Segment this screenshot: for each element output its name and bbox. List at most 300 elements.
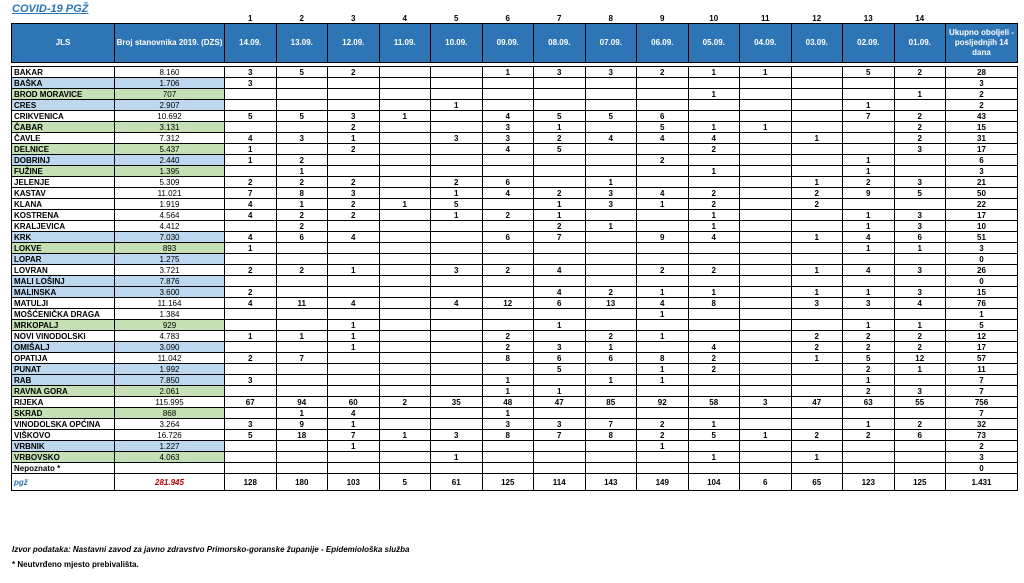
daily-case-count: 2 (637, 265, 689, 276)
daily-case-count (379, 177, 431, 188)
daily-case-count (637, 452, 689, 463)
daily-case-count (534, 155, 586, 166)
daily-case-count: 2 (482, 331, 534, 342)
table-row (12, 177, 1018, 188)
daily-case-count: 12 (482, 298, 534, 309)
daily-case-count: 47 (534, 397, 586, 408)
daily-case-count (431, 342, 483, 353)
row-total: 1 (946, 309, 1018, 320)
date-header: 06.09. (637, 24, 689, 63)
daily-case-count: 3 (225, 375, 277, 386)
daily-case-count (740, 155, 792, 166)
daily-case-count: 2 (894, 342, 946, 353)
day-total: 149 (637, 474, 689, 491)
daily-case-count: 2 (431, 177, 483, 188)
daily-case-count (740, 133, 792, 144)
daily-case-count (276, 463, 328, 474)
daily-case-count: 5 (534, 111, 586, 122)
daily-case-count (791, 254, 843, 265)
daily-case-count: 3 (585, 199, 637, 210)
daily-case-count: 1 (894, 243, 946, 254)
daily-case-count: 1 (482, 386, 534, 397)
row-total: 7 (946, 386, 1018, 397)
daily-case-count: 3 (482, 419, 534, 430)
daily-case-count: 1 (482, 67, 534, 78)
daily-case-count: 1 (843, 320, 895, 331)
daily-case-count (740, 298, 792, 309)
table-row (12, 309, 1018, 320)
daily-case-count (379, 375, 431, 386)
daily-case-count (740, 89, 792, 100)
day-total: 6 (740, 474, 792, 491)
daily-case-count (585, 78, 637, 89)
daily-case-count (791, 408, 843, 419)
population-value: 4.783 (115, 331, 225, 342)
daily-case-count: 1 (585, 177, 637, 188)
daily-case-count: 2 (688, 144, 740, 155)
row-total: 6 (946, 155, 1018, 166)
daily-case-count (637, 144, 689, 155)
daily-case-count (276, 276, 328, 287)
daily-case-count: 4 (328, 298, 380, 309)
daily-case-count (740, 210, 792, 221)
daily-case-count: 5 (276, 111, 328, 122)
daily-case-count (534, 463, 586, 474)
daily-case-count: 1 (637, 287, 689, 298)
daily-case-count (791, 122, 843, 133)
daily-case-count (740, 254, 792, 265)
daily-case-count: 3 (894, 386, 946, 397)
daily-case-count: 2 (791, 188, 843, 199)
day-number: 9 (660, 14, 665, 23)
daily-case-count (225, 166, 277, 177)
daily-case-count: 35 (431, 397, 483, 408)
daily-case-count: 1 (688, 221, 740, 232)
daily-case-count: 47 (791, 397, 843, 408)
daily-case-count: 55 (894, 397, 946, 408)
daily-case-count: 6 (637, 111, 689, 122)
daily-case-count: 1 (431, 452, 483, 463)
daily-case-count (225, 441, 277, 452)
day-total: 125 (894, 474, 946, 491)
daily-case-count: 9 (843, 188, 895, 199)
daily-case-count (843, 78, 895, 89)
municipality-name: LOKVE (12, 243, 115, 254)
daily-case-count (740, 408, 792, 419)
table-body (12, 67, 1018, 474)
daily-case-count: 4 (534, 265, 586, 276)
daily-case-count: 1 (276, 166, 328, 177)
daily-case-count: 2 (843, 177, 895, 188)
daily-case-count (482, 276, 534, 287)
daily-case-count: 6 (482, 177, 534, 188)
daily-case-count (791, 67, 843, 78)
daily-case-count (791, 375, 843, 386)
daily-case-count (328, 287, 380, 298)
day-number: 13 (863, 14, 873, 23)
daily-case-count (585, 210, 637, 221)
daily-case-count (225, 452, 277, 463)
daily-case-count (379, 243, 431, 254)
table-row (12, 331, 1018, 342)
daily-case-count: 2 (843, 386, 895, 397)
daily-case-count (585, 100, 637, 111)
population-value: 8.160 (115, 67, 225, 78)
daily-case-count: 4 (637, 188, 689, 199)
daily-case-count (843, 89, 895, 100)
daily-case-count: 3 (431, 265, 483, 276)
daily-case-count (328, 89, 380, 100)
daily-case-count (379, 210, 431, 221)
daily-case-count (328, 221, 380, 232)
daily-case-count: 4 (585, 133, 637, 144)
daily-case-count (688, 100, 740, 111)
daily-case-count: 3 (225, 78, 277, 89)
daily-case-count: 2 (894, 419, 946, 430)
population-value: 2.907 (115, 100, 225, 111)
municipality-name: PUNAT (12, 364, 115, 375)
table-row (12, 353, 1018, 364)
daily-case-count: 85 (585, 397, 637, 408)
daily-case-count (379, 67, 431, 78)
daily-case-count (585, 122, 637, 133)
daily-case-count (740, 331, 792, 342)
table-row (12, 375, 1018, 386)
daily-case-count: 5 (534, 364, 586, 375)
row-total: 17 (946, 342, 1018, 353)
population-value: 115.995 (115, 397, 225, 408)
municipality-name: DOBRINJ (12, 155, 115, 166)
daily-case-count (688, 177, 740, 188)
municipality-name: CRES (12, 100, 115, 111)
daily-case-count (379, 298, 431, 309)
municipality-name: BROD MORAVICE (12, 89, 115, 100)
daily-case-count: 4 (482, 111, 534, 122)
day-number: 14 (915, 14, 925, 23)
daily-case-count (791, 111, 843, 122)
daily-case-count (894, 276, 946, 287)
daily-case-count (431, 232, 483, 243)
table-row (12, 89, 1018, 100)
daily-case-count: 4 (688, 342, 740, 353)
daily-case-count (276, 452, 328, 463)
daily-case-count (431, 155, 483, 166)
row-total: 32 (946, 419, 1018, 430)
daily-case-count (534, 375, 586, 386)
daily-case-count (379, 463, 431, 474)
daily-case-count: 2 (225, 177, 277, 188)
daily-case-count (740, 188, 792, 199)
daily-case-count (688, 254, 740, 265)
daily-case-count (379, 265, 431, 276)
daily-case-count (585, 155, 637, 166)
daily-case-count: 2 (328, 177, 380, 188)
daily-case-count (482, 100, 534, 111)
daily-case-count (225, 408, 277, 419)
daily-case-count (688, 276, 740, 287)
daily-case-count: 4 (482, 144, 534, 155)
daily-case-count (379, 342, 431, 353)
row-total: 51 (946, 232, 1018, 243)
table-row (12, 320, 1018, 331)
daily-case-count: 1 (534, 210, 586, 221)
daily-case-count: 5 (534, 144, 586, 155)
daily-case-count (894, 441, 946, 452)
daily-case-count (379, 320, 431, 331)
daily-case-count: 5 (431, 199, 483, 210)
row-total: 15 (946, 287, 1018, 298)
row-total: 3 (946, 243, 1018, 254)
daily-case-count: 3 (740, 397, 792, 408)
daily-case-count: 3 (534, 67, 586, 78)
municipality-name: VRBNIK (12, 441, 115, 452)
daily-case-count: 1 (482, 375, 534, 386)
daily-case-count (225, 309, 277, 320)
daily-case-count: 1 (276, 331, 328, 342)
daily-case-count (740, 419, 792, 430)
daily-case-count (534, 254, 586, 265)
daily-case-count: 5 (637, 122, 689, 133)
daily-case-count (740, 375, 792, 386)
daily-case-count (688, 111, 740, 122)
daily-case-count: 1 (688, 452, 740, 463)
daily-case-count: 6 (534, 353, 586, 364)
day-number: 11 (761, 14, 770, 23)
daily-case-count (740, 287, 792, 298)
row-total: 756 (946, 397, 1018, 408)
daily-case-count (740, 364, 792, 375)
daily-case-count (482, 221, 534, 232)
municipality-name: MRKOPALJ (12, 320, 115, 331)
municipality-name: KOSTRENA (12, 210, 115, 221)
footnote: * Neutvrđeno mjesto prebivališta. (12, 560, 139, 569)
daily-case-count (431, 254, 483, 265)
daily-case-count: 4 (225, 199, 277, 210)
daily-case-count: 5 (225, 111, 277, 122)
daily-case-count (740, 100, 792, 111)
daily-case-count (740, 309, 792, 320)
population-value: 16.726 (115, 430, 225, 441)
row-total: 11 (946, 364, 1018, 375)
daily-case-count: 1 (843, 155, 895, 166)
daily-case-count (482, 78, 534, 89)
municipality-name: KRK (12, 232, 115, 243)
daily-case-count: 1 (534, 199, 586, 210)
daily-case-count: 1 (894, 364, 946, 375)
daily-case-count: 7 (534, 232, 586, 243)
daily-case-count (894, 408, 946, 419)
daily-case-count (791, 243, 843, 254)
daily-case-count (379, 232, 431, 243)
table-row (12, 287, 1018, 298)
daily-case-count (328, 254, 380, 265)
daily-case-count: 6 (534, 298, 586, 309)
daily-case-count (843, 276, 895, 287)
daily-case-count (482, 287, 534, 298)
daily-case-count (637, 386, 689, 397)
daily-case-count: 1 (791, 452, 843, 463)
daily-case-count: 2 (894, 67, 946, 78)
daily-case-count: 2 (328, 122, 380, 133)
daily-case-count: 60 (328, 397, 380, 408)
daily-case-count: 1 (585, 342, 637, 353)
daily-case-count: 7 (328, 430, 380, 441)
daily-case-count: 2 (482, 342, 534, 353)
header-row (12, 24, 1018, 63)
daily-case-count: 48 (482, 397, 534, 408)
daily-case-count: 2 (843, 342, 895, 353)
daily-case-count: 2 (637, 419, 689, 430)
daily-case-count (328, 155, 380, 166)
population-value: 3.600 (115, 287, 225, 298)
table-row (12, 210, 1018, 221)
daily-case-count: 13 (585, 298, 637, 309)
table-row (12, 386, 1018, 397)
daily-case-count: 1 (688, 166, 740, 177)
daily-case-count (276, 342, 328, 353)
daily-case-count (225, 100, 277, 111)
daily-case-count (585, 243, 637, 254)
daily-case-count: 1 (791, 232, 843, 243)
date-header: 05.09. (688, 24, 740, 63)
daily-case-count: 1 (431, 210, 483, 221)
population-value: 7.312 (115, 133, 225, 144)
date-header: 04.09. (740, 24, 792, 63)
daily-case-count: 5 (843, 67, 895, 78)
daily-case-count: 67 (225, 397, 277, 408)
daily-case-count: 1 (225, 331, 277, 342)
table-row (12, 254, 1018, 265)
daily-case-count (585, 265, 637, 276)
page-title: COVID-19 PGŽ (12, 3, 89, 15)
date-header: 14.09. (225, 24, 277, 63)
daily-case-count (225, 276, 277, 287)
daily-case-count: 18 (276, 430, 328, 441)
daily-case-count (534, 243, 586, 254)
daily-case-count (894, 309, 946, 320)
daily-case-count: 1 (843, 243, 895, 254)
daily-case-count (379, 276, 431, 287)
daily-case-count: 1 (843, 419, 895, 430)
daily-case-count (791, 419, 843, 430)
daily-case-count (791, 309, 843, 320)
daily-case-count (379, 254, 431, 265)
daily-case-count (791, 155, 843, 166)
daily-case-count (379, 122, 431, 133)
jls-header: JLS (12, 24, 115, 63)
daily-case-count: 2 (276, 210, 328, 221)
daily-case-count (534, 309, 586, 320)
day-number-row (12, 11, 1018, 24)
daily-case-count (482, 155, 534, 166)
table-row (12, 67, 1018, 78)
daily-case-count (276, 100, 328, 111)
daily-case-count (431, 122, 483, 133)
source-note: Izvor podataka: Nastavni zavod za javno zdravstvo Primorsko-goranske županije - Epidemiološka služba (12, 545, 410, 554)
daily-case-count: 1 (225, 144, 277, 155)
daily-case-count (740, 265, 792, 276)
municipality-name: MATULJI (12, 298, 115, 309)
daily-case-count: 2 (328, 144, 380, 155)
population-value: 707 (115, 89, 225, 100)
population-value: 2.061 (115, 386, 225, 397)
daily-case-count: 1 (894, 320, 946, 331)
daily-case-count: 8 (585, 430, 637, 441)
daily-case-count (791, 78, 843, 89)
daily-case-count (585, 89, 637, 100)
daily-case-count (482, 441, 534, 452)
daily-case-count: 2 (688, 199, 740, 210)
daily-case-count (225, 254, 277, 265)
daily-case-count (225, 364, 277, 375)
day-total: 123 (843, 474, 895, 491)
daily-case-count (276, 144, 328, 155)
table-row (12, 188, 1018, 199)
daily-case-count: 3 (482, 122, 534, 133)
municipality-name: OMIŠALJ (12, 342, 115, 353)
daily-case-count (534, 276, 586, 287)
daily-case-count (534, 331, 586, 342)
daily-case-count: 3 (791, 298, 843, 309)
daily-case-count: 2 (534, 133, 586, 144)
municipality-name: MOŠĆENIČKA DRAGA (12, 309, 115, 320)
municipality-name: FUŽINE (12, 166, 115, 177)
municipality-name: KLANA (12, 199, 115, 210)
daily-case-count (843, 144, 895, 155)
daily-case-count (276, 320, 328, 331)
daily-case-count (585, 144, 637, 155)
daily-case-count: 1 (482, 408, 534, 419)
daily-case-count (379, 386, 431, 397)
daily-case-count: 1 (637, 309, 689, 320)
daily-case-count (688, 463, 740, 474)
daily-case-count (431, 386, 483, 397)
daily-case-count: 1 (379, 430, 431, 441)
daily-case-count (637, 408, 689, 419)
daily-case-count (276, 309, 328, 320)
row-total: 57 (946, 353, 1018, 364)
daily-case-count (328, 243, 380, 254)
daily-case-count (740, 452, 792, 463)
daily-case-count (791, 210, 843, 221)
daily-case-count (431, 144, 483, 155)
row-total: 5 (946, 320, 1018, 331)
day-total: 61 (431, 474, 483, 491)
municipality-name: JELENJE (12, 177, 115, 188)
table-row (12, 199, 1018, 210)
daily-case-count: 5 (276, 67, 328, 78)
daily-case-count (379, 221, 431, 232)
daily-case-count (585, 441, 637, 452)
daily-case-count: 1 (843, 287, 895, 298)
daily-case-count: 5 (843, 353, 895, 364)
daily-case-count (894, 199, 946, 210)
daily-case-count: 2 (637, 155, 689, 166)
table-row (12, 78, 1018, 89)
daily-case-count (585, 452, 637, 463)
daily-case-count: 2 (894, 133, 946, 144)
daily-case-count (379, 188, 431, 199)
daily-case-count: 4 (534, 287, 586, 298)
population-value (115, 463, 225, 474)
daily-case-count: 11 (276, 298, 328, 309)
row-total: 73 (946, 430, 1018, 441)
municipality-name: CRIKVENICA (12, 111, 115, 122)
daily-case-count (534, 78, 586, 89)
daily-case-count (894, 452, 946, 463)
daily-case-count: 4 (637, 298, 689, 309)
day-total: 5 (379, 474, 431, 491)
